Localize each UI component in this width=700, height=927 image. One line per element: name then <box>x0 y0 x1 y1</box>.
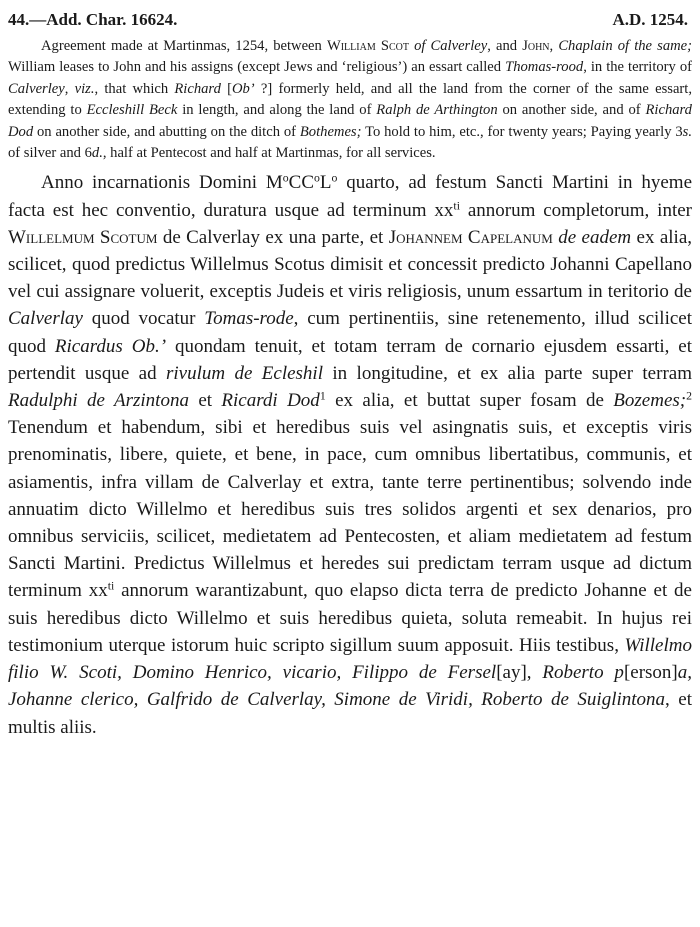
summary-run: of Calverley <box>414 38 488 54</box>
latin-run: o <box>314 171 320 185</box>
summary-run: on another side, and of <box>497 102 646 119</box>
summary-run: Chaplain of the same; <box>558 38 692 54</box>
charter-number: 44.—Add. Char. 16624. <box>8 10 178 29</box>
latin-run: ti <box>453 199 460 213</box>
summary-run: Thomas-rood <box>505 59 584 76</box>
latin-run: Roberto p <box>542 662 624 684</box>
summary-run: in length, and along the land of <box>177 102 377 119</box>
summary-run: , <box>549 38 559 54</box>
latin-run: Radulphi de Arzintona <box>8 390 189 412</box>
latin-run: de eadem <box>558 226 632 248</box>
latin-run: 1 <box>319 389 326 403</box>
latin-run: ex alia, scilicet, quod predictus Willelmus Scotus dimisit et concessit predicto Johanni Capellano vel cui assignare voluerit, exceptis Judeis et viris religiosis, unum essartum in teritorio de <box>8 226 693 303</box>
summary-run: Agreement made at Martinmas, 1254, between <box>41 38 327 54</box>
latin-run: o <box>282 171 289 185</box>
summary-run: , in the territory of <box>583 59 692 76</box>
latin-run: Johannem Capelanum <box>388 226 553 248</box>
summary-run: d. <box>91 145 103 162</box>
latin-run: , cum pertinentiis, sine retenemento, illud scilicet quod <box>8 308 692 357</box>
latin-run: Tenendum et habendum, sibi et heredibus suis vel asingnatis suis, et exceptis viris prenominatis, libere, quiete, et bene, in pace, cum omnibus libertatibus, communis, et asiamentis, infra villam de Calverlay et extra, tante terre pertinentibus; solvendo inde annuatim dicto Willelmo et heredibus suis tres solidos argenti et sex denarios, pro omnibus serviciis, scilicet, medietatem ad Pentecosten, et aliam medietatem ad festum Sancti Martini. Predictus Willelmus et heredes sui predictam terram usque ad dictum terminum xx <box>8 417 692 602</box>
latin-run: L <box>319 172 332 194</box>
summary-run: of silver and 6 <box>8 145 92 162</box>
summary-run: , <box>64 80 75 97</box>
latin-run: annorum completorum, inter <box>459 199 692 221</box>
summary-run: viz. <box>74 80 95 97</box>
latin-run: o <box>331 171 338 185</box>
summary-run: William leases to John and his assigns (except Jews and ‘religious’) an essart called <box>8 59 506 76</box>
latin-run: Anno incarnationis Domini M <box>41 172 283 194</box>
summary-run: John <box>522 38 550 54</box>
summary-run: Eccleshill Beck <box>86 102 178 119</box>
summary-run: [ <box>220 80 232 97</box>
document-page <box>8 10 692 741</box>
summary-run: Richard <box>174 80 221 97</box>
charter-header <box>8 10 692 30</box>
latin-run: in longitudine, et ex alia parte super terram <box>323 362 692 384</box>
latin-text <box>8 169 692 740</box>
latin-run: Ricardi Dod <box>221 390 320 412</box>
summary-run: Bothemes; <box>299 123 362 140</box>
latin-run: Willelmo filio W. Scoti, Domino Henrico, vicario, Filippo de Fersel <box>8 634 692 684</box>
latin-run: quarto, ad festum Sancti Martini in hyeme facta est hec conventio, duratura usque ad terminum xx <box>8 172 693 221</box>
summary-run: , half at Pentecost and half at Martinmas, for all services. <box>102 145 436 162</box>
latin-run: Ricardus Ob.’ <box>54 335 167 357</box>
summary-run: , and <box>487 38 523 54</box>
summary-run: Ralph de Arthington <box>376 102 498 119</box>
latin-run: CC <box>288 172 315 194</box>
summary-run: s. <box>682 123 692 140</box>
latin-run: 2 <box>686 389 692 403</box>
latin-run: Willelmum Scotum <box>8 226 158 248</box>
latin-run: quod vocatur <box>82 308 205 330</box>
latin-run: Tomas-rode <box>204 308 294 330</box>
summary-run: William Scot <box>326 38 409 54</box>
latin-run: Calverlay <box>8 308 83 330</box>
english-summary <box>8 36 692 164</box>
latin-run: [erson] <box>623 662 678 684</box>
latin-run: Bozemes; <box>613 390 687 412</box>
latin-run: et <box>188 390 222 412</box>
latin-run: , et multis aliis. <box>8 689 692 738</box>
summary-run: Ob’ <box>231 80 255 97</box>
summary-run: To hold to him, etc., for twenty years; Paying yearly 3 <box>361 123 683 140</box>
latin-run: de Calverlay ex una parte, et <box>157 226 389 248</box>
latin-run: annorum warantizabunt, quo elapso dicta terra de predicto Johanne et de suis heredibus dicto Willelmo et suis heredibus quieta, soluta remeabit. In hujus rei testimonium uterque istorum huic scripto sigillum suum apposuit. Hiis testibus, <box>8 580 692 656</box>
summary-run: on another side, and abutting on the ditch of <box>33 123 300 140</box>
latin-run: ti <box>107 580 115 594</box>
latin-run: quondam tenuit, et totam terram de cornario ejusdem essarti, et pertendit usque ad <box>8 335 693 384</box>
latin-run: ex alia, et buttat super fosam de <box>325 390 614 412</box>
latin-run: rivulum de Ecleshil <box>165 362 323 384</box>
summary-run: ?] formerly held, and all the land from the corner of the same essart, extending to <box>8 80 692 119</box>
summary-run: Calverley <box>8 80 65 97</box>
summary-run: Richard Dod <box>8 102 692 140</box>
summary-run: , that which <box>94 80 175 97</box>
latin-run: [ay], <box>496 662 543 684</box>
charter-date: A.D. 1254. <box>612 10 688 29</box>
latin-run: a, Johanne clerico, Galfrido de Calverlay, Simone de Viridi, Roberto de Suiglintona <box>8 662 692 711</box>
